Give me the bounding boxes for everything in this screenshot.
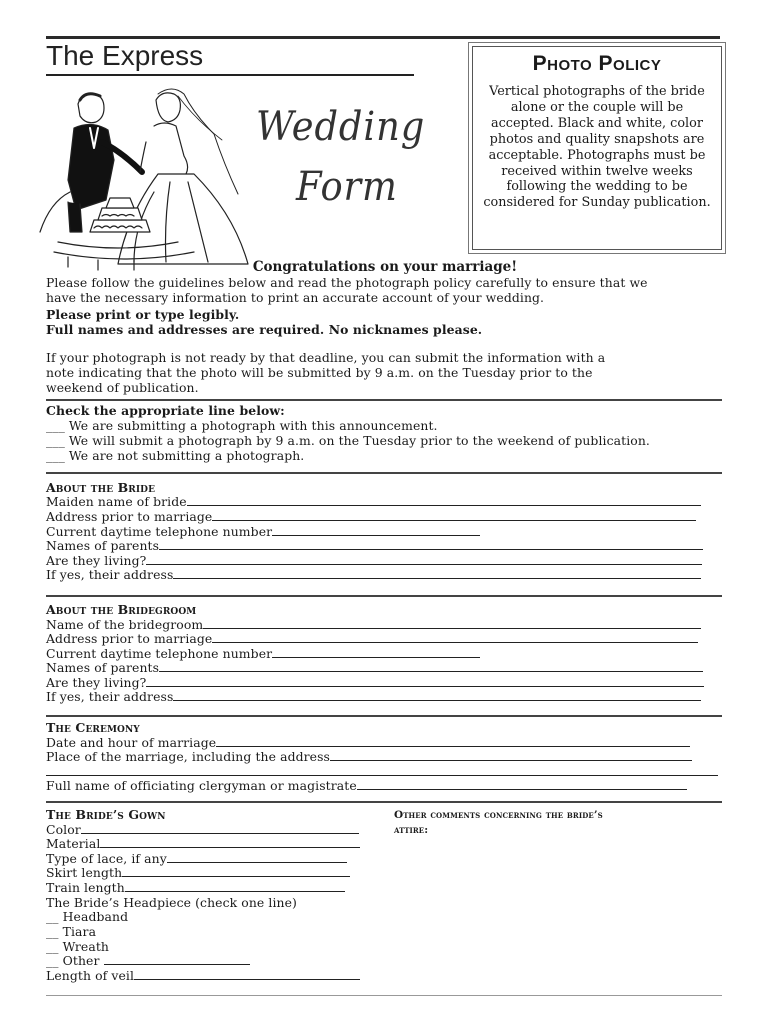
field-label: Address prior to marriage [46,631,213,646]
bride-field-row [46,495,701,510]
field-label: Place of the marriage, including the address [46,749,331,764]
headpiece-label: The Bride’s Headpiece (check one line) [46,895,297,910]
bride-parents-input[interactable] [159,539,703,550]
groom-name-input[interactable] [203,618,701,629]
marriage-place-continued-input[interactable] [46,765,718,776]
groom-parents-address-input[interactable] [173,690,701,701]
top-rule [46,36,720,39]
bride-section-heading: About the Bride [46,480,156,495]
field-label: Date and hour of marriage [46,735,217,750]
field-label: If yes, their address [46,567,174,582]
field-label: Color [46,822,81,837]
full-names-note: Full names and addresses are required. No nicknames please. [46,322,483,337]
field-label: Current daytime telephone number [46,646,273,661]
headpiece-option-headband[interactable]: __ Headband [46,909,129,924]
comments-area[interactable] [394,840,720,990]
check-option-will-submit[interactable]: ___ We will submit a photograph by 9 a.m. on the Tuesday prior to the weekend of publication. [46,433,650,448]
field-label: Names of parents [46,538,160,553]
gown-field-row [46,969,360,984]
couple-cutting-cake-illustration [38,82,256,272]
bride-field-row [46,539,703,554]
groom-address-input[interactable] [212,632,698,643]
field-label: Maiden name of bride [46,494,187,509]
field-label: Full name of officiating clergyman or magistrate [46,778,357,793]
bottom-rule [46,995,722,996]
check-heading: Check the appropriate line below: [46,403,285,418]
bride-parents-address-input[interactable] [173,568,701,579]
headpiece-other-input[interactable] [104,954,250,965]
field-label: Train length [46,880,125,895]
groom-parents-input[interactable] [159,661,703,672]
field-label: Address prior to marriage [46,509,213,524]
field-label: Length of veil [46,968,135,983]
gown-field-row [46,866,350,881]
bride-phone-input[interactable] [272,525,480,536]
deadline-line-2: note indicating that the photo will be submitted by 9 a.m. on the Tuesday prior to the [46,365,593,380]
publication-title: The Express [46,40,204,71]
comments-heading-line-1: Other comments concerning the bride’s [394,809,603,821]
skirt-length-input[interactable] [122,866,350,877]
bride-parents-living-input[interactable] [146,554,702,565]
check-option-not-submitting[interactable]: ___ We are not submitting a photograph. [46,448,305,463]
photo-policy-title: Photo Policy [532,52,662,75]
ceremony-field-row [46,750,692,765]
section-divider [46,801,722,803]
comments-heading [394,808,603,838]
field-label: Type of lace, if any [46,851,167,866]
section-divider [46,399,722,401]
congratulations-heading: Congratulations on your marriage! [252,259,518,275]
deadline-line-3: weekend of publication. [46,380,199,395]
section-divider [46,715,722,717]
ceremony-section-heading: The Ceremony [46,720,140,735]
headpiece-option-wreath[interactable]: __ Wreath [46,939,110,954]
field-label: Names of parents [46,660,160,675]
groom-field-row [46,690,701,705]
photo-policy-box [472,46,722,250]
intro-line-1: Please follow the guidelines below and read the photograph policy carefully to ensure that we [46,275,648,290]
field-label: Skirt length [46,865,123,880]
headpiece-option-tiara[interactable]: __ Tiara [46,924,97,939]
field-label: Current daytime telephone number [46,524,273,539]
gown-field-row [46,837,360,852]
marriage-date-input[interactable] [216,736,690,747]
veil-length-input[interactable] [134,969,360,980]
intro-line-2: have the necessary information to print an accurate account of your wedding. [46,290,545,305]
comments-heading-line-2: attire: [394,824,429,836]
groom-parents-living-input[interactable] [146,676,704,687]
gown-field-row [46,881,345,896]
ceremony-field-row [46,779,687,794]
photo-policy-body: Vertical photographs of the bride alone or the couple will be accepted. Black and white, color photos and quality snapshots are acceptable. Photographs must be received within twelve weeks following the wedding to be considered for Sunday publication. [483,84,711,211]
groom-field-row [46,632,698,647]
groom-section-heading: About the Bridegroom [46,602,197,617]
gown-lace-input[interactable] [167,852,347,863]
print-legibly-note: Please print or type legibly. [46,307,240,322]
bride-field-row [46,568,701,583]
gown-color-input[interactable] [81,823,359,834]
headpiece-option-other-row [46,954,250,969]
officiant-name-input[interactable] [357,779,687,790]
title-underline [46,74,414,76]
bride-address-input[interactable] [212,510,696,521]
field-label: If yes, their address [46,689,174,704]
deadline-line-1: If your photograph is not ready by that deadline, you can submit the information with a [46,350,606,365]
field-label: Are they living? [46,553,147,568]
field-label: Are they living? [46,675,147,690]
maiden-name-input[interactable] [187,495,701,506]
wedding-heading: Wedding [256,104,426,150]
form-heading: Form [296,164,398,210]
bride-field-row [46,510,696,525]
section-divider [46,595,722,597]
gown-section-heading: The Bride’s Gown [46,807,166,822]
field-label: Name of the bridegroom [46,617,204,632]
headpiece-option-other[interactable]: __ Other [46,953,100,968]
marriage-place-input[interactable] [330,750,692,761]
field-label: Material [46,836,101,851]
groom-field-row [46,661,703,676]
check-option-submitting[interactable]: ___ We are submitting a photograph with this announcement. [46,418,438,433]
train-length-input[interactable] [125,881,345,892]
section-divider [46,472,722,474]
gown-material-input[interactable] [100,837,360,848]
groom-phone-input[interactable] [272,647,480,658]
